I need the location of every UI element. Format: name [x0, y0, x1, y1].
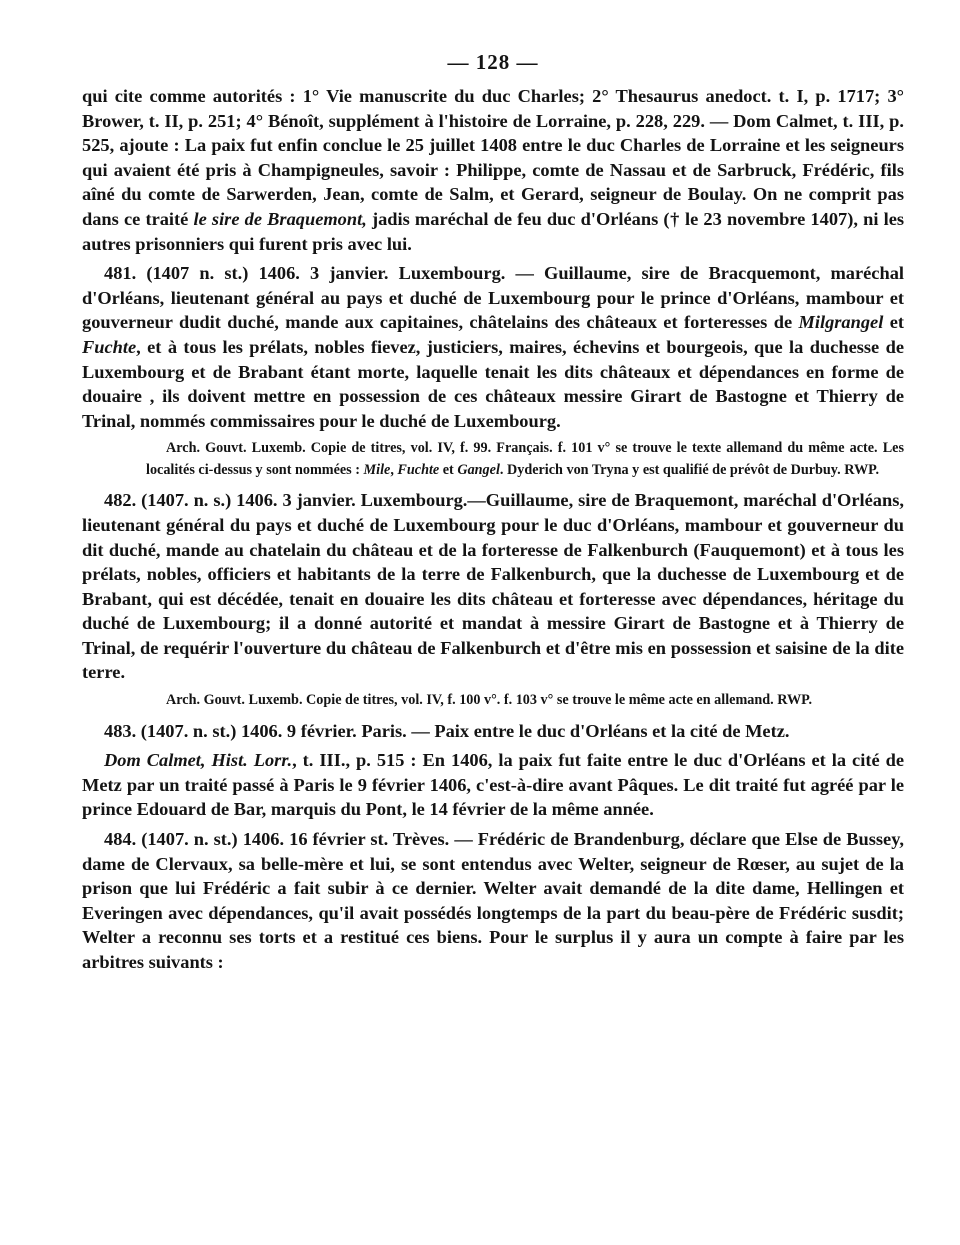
entry-number: 481.	[104, 263, 137, 284]
italic-text: Gangel	[457, 461, 500, 478]
text: , et à tous les prélats, nobles fievez, justiciers, maires, échevins et bourgeois, que la duchesse de Luxembourg et de Brabant étant morte, laquelle tenait les dits châteaux et dépendances en forme de douaire , ils doivent mettre en possession de ces châteaux messire Girart de Bastogne et Thierry de Trinal, nommés commissaires pour le duché de Luxembourg.	[82, 336, 904, 431]
text: , t. III., p. 515 : En 1406, la paix fut faite entre le duc d'Orléans et la cité de Metz par un traité passé à Paris le 9 février 1406, c'est-à-dire avant Pâques. Le dit traité fut agréé par le prince Edouard de Bar, marquis du Pont, le 14 février de la même année.	[82, 750, 904, 820]
page-number: — 128 —	[447, 50, 539, 74]
text: Arch. Gouvt. Luxemb. Copie de titres, vol. IV, f. 99. Français. f. 101 v° se trouve le texte allemand du même acte. Les localités ci-dessus y sont nommées :	[146, 440, 904, 478]
entry-day: 3 janvier.	[299, 263, 399, 284]
italic-text: Fuchte	[397, 461, 440, 478]
text: — Guillaume, sire de Bracquemont, maréchal d'Orléans, lieutenant général au pays et duché de Luxembourg pour le prince d'Orléans, mambour et gouverneur dudit duché, mande aux capitaines, châtelains des châteaux et forteresses de	[82, 263, 904, 333]
entry-483	[82, 719, 904, 744]
text: — Paix entre le duc d'Orléans et la cité de Metz.	[406, 720, 790, 741]
italic-text: Fuchte	[82, 336, 137, 357]
italic-text: le sire de Braquemont,	[193, 208, 367, 229]
entry-date-style: . n. s.)	[184, 490, 237, 511]
entry-year: 1406.	[242, 828, 285, 849]
document-page	[82, 40, 904, 980]
entry-place: Luxembourg.	[360, 490, 468, 511]
entry-482	[82, 488, 904, 685]
entry-day: 16 février st. Trèves.	[284, 828, 455, 849]
italic-text: Dom Calmet, Hist. Lorr.	[104, 750, 293, 771]
italic-text: Milgrangel	[798, 312, 884, 333]
entry-day: 3 janvier.	[277, 490, 361, 511]
text: . Dyderich von Tryna y est qualifié de prévôt de Durbuy. RWP.	[499, 461, 880, 478]
entry-date-year: (1407	[141, 828, 185, 849]
entry-year: 1406.	[240, 720, 283, 741]
entry-date-year: (1407	[146, 263, 190, 284]
text: et	[439, 461, 458, 478]
text: qui cite comme autorités : 1° Vie manuscrite du duc Charles; 2° Thesaurus anedoct. t. I, p. 1717; 3° Brower, t. II, p. 251; 4° Bénoît, supplément à l'histoire de Lorraine, p. 228, 229. — Dom Calmet, t. III, p. 525, ajoute : La paix fut enfin conclue le 25 juillet 1408 entre le duc Charles de Lorraine et les seigneurs qui avaient été pris à Champigneules, savoir : Philippe, comte de Nassau et de Sarbruck, Frédéric, fils aîné du comte de Sarwerden, Jean, comte de Salm, et Gerard, seigneur de Boulay. On ne comprit pas dans ce traité	[82, 86, 904, 229]
entry-483-commentary	[82, 748, 904, 822]
text: —Guillaume, sire de Braquemont, maréchal d'Orléans, lieutenant général du pays et duché de Luxembourg pour le duc d'Orléans, mambour et gouverneur du dit duché, mande au chatelain du château et de la forteresse de Falkenburch (Fauquemont) et à tous les prélats, nobles, officiers et habitants de la terre de Falkenburch, que la duchesse de Luxembourg et de Brabant, qui est décédée, tenait en douaire les dits château et forteresse avec dépendances, héritage du duché de Luxembourg; il a donné autorité et mandat à messire Girart de Bastogne et à Thierry de Trinal, de requérir l'ouverture du château de Falkenburch et d'être mis en possession et saisine de la dite terre.	[82, 490, 904, 683]
entry-date-year: (1407	[141, 490, 185, 511]
entry-number: 482.	[104, 490, 137, 511]
entry-year: 1406.	[236, 490, 278, 511]
entry-date-style: n. st.)	[189, 263, 259, 284]
text: ,	[390, 461, 398, 478]
entry-place: Paris.	[361, 720, 407, 741]
text: jadis maréchal de feu duc d'Orléans († le 23 novembre 1407), ni les autres prisonniers qui furent pris avec lui.	[82, 208, 905, 254]
italic-text: Mile	[363, 461, 391, 478]
entry-484	[82, 827, 904, 975]
entry-date-year: (1407	[140, 720, 184, 741]
entry-year: 1406.	[258, 263, 300, 284]
entry-date-style: . n. st.)	[184, 828, 243, 849]
text: — Frédéric de Brandenburg, déclare que Else de Bussey, dame de Clervaux, sa belle-mère et lui, se sont entendus avec Welter, seigneur de Rœser, au sujet de la prison que lui Frédéric a fait subir à ce dernier. Welter avait demandé de la dite dame, Hellingen et Everingen avec dépendances, qu'il avait possédés longtemps de la part du beau-père de Frédéric susdit; Welter a reconnu ses torts et a restitué ces biens. Pour le surplus il y aura un compte à faire par les arbitres suivants :	[82, 828, 904, 972]
entry-number: 483.	[104, 720, 137, 741]
paragraph-continuation	[82, 84, 904, 256]
entry-date-style: . n. st.)	[183, 720, 241, 741]
text: et	[883, 312, 904, 333]
entry-number: 484.	[104, 828, 137, 849]
entry-481	[82, 261, 904, 433]
entry-day: 9 février.	[282, 720, 362, 741]
source-note-481	[82, 438, 904, 481]
entry-place: Luxembourg.	[398, 263, 506, 284]
source-note-482: Arch. Gouvt. Luxemb. Copie de titres, vol. IV, f. 100 v°. f. 103 v° se trouve le même acte en allemand. RWP.	[166, 692, 813, 709]
